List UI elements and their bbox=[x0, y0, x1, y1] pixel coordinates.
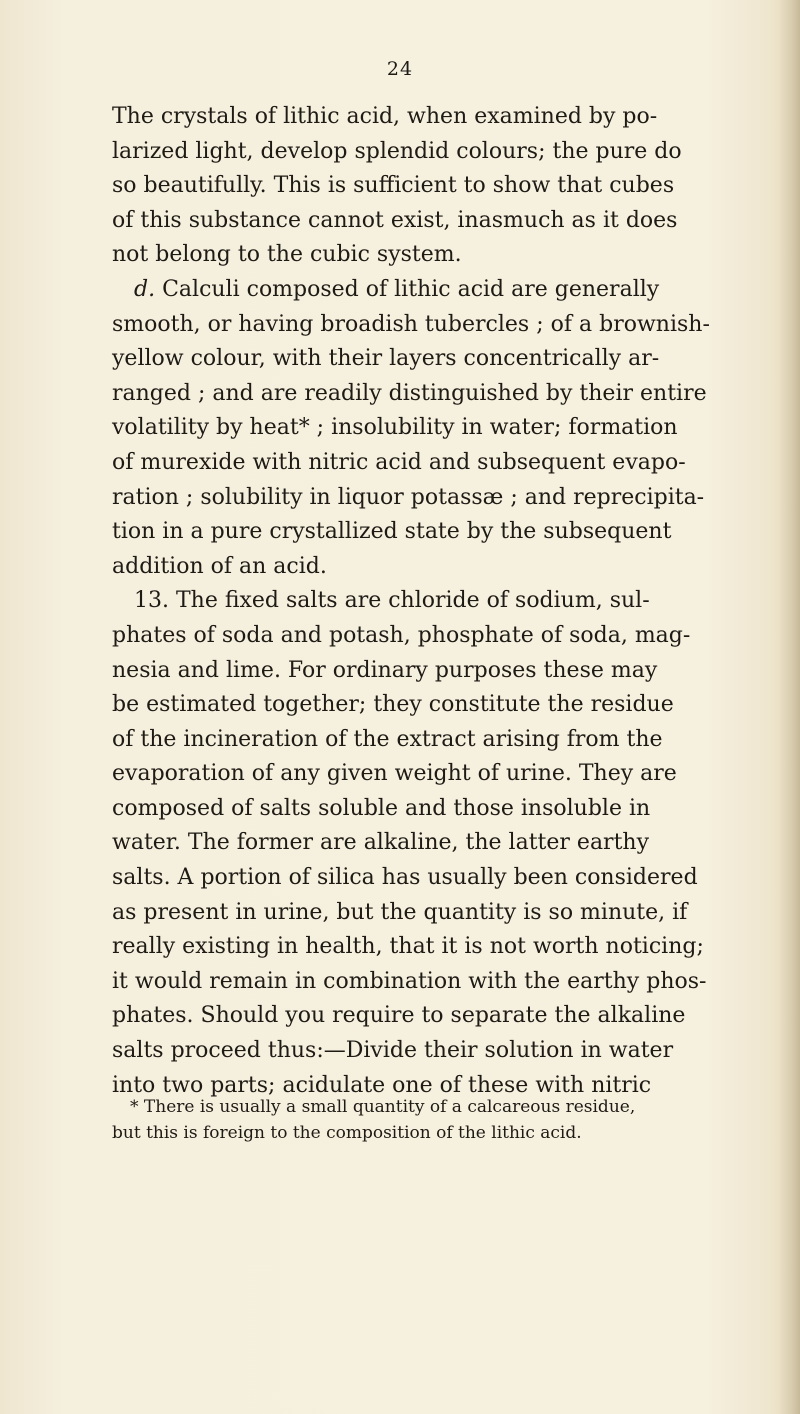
text-line: evaporation of any given weight of urine. They are bbox=[112, 761, 677, 787]
text-line: not belong to the cubic system. bbox=[112, 242, 462, 268]
text-line: ration ; solubility in liquor potassæ ; and reprecipita- bbox=[112, 484, 705, 510]
text-line: be estimated together; they constitute the residue bbox=[112, 692, 674, 718]
text-line: salts proceed thus:—Divide their solution in water bbox=[112, 1038, 674, 1064]
body-text bbox=[112, 100, 798, 1103]
text-line: really existing in health, that it is not worth noticing; bbox=[112, 934, 704, 960]
page-number: 24 bbox=[386, 58, 414, 80]
footnote bbox=[112, 1094, 798, 1146]
text-line: as present in urine, but the quantity is so minute, if bbox=[112, 899, 688, 925]
text-line: yellow colour, with their layers concentrically ar- bbox=[112, 346, 660, 372]
text-line: larized light, develop splendid colours; the pure do bbox=[112, 138, 682, 164]
text-line: it would remain in combination with the earthy phos- bbox=[112, 968, 707, 994]
text-line: composed of salts soluble and those insoluble in bbox=[112, 795, 651, 821]
text-line: so beautifully. This is sufficient to show that cubes bbox=[112, 173, 675, 199]
text-line: of murexide with nitric acid and subsequent evapo- bbox=[112, 449, 686, 475]
section-marker: d. bbox=[134, 276, 156, 302]
text-line: volatility by heat* ; insolubility in water; formation bbox=[112, 415, 678, 441]
footnote-line: but this is foreign to the composition of the lithic acid. bbox=[112, 1123, 582, 1143]
text-line: water. The former are alkaline, the latter earthy bbox=[112, 830, 650, 856]
text-line: The crystals of lithic acid, when examined by po- bbox=[112, 104, 658, 129]
footnote-line: * There is usually a small quantity of a calcareous residue, bbox=[130, 1097, 636, 1117]
text-line: ranged ; and are readily distinguished by their entire bbox=[112, 380, 707, 406]
text-line: phates. Should you require to separate the alkaline bbox=[112, 1003, 686, 1029]
text-line: phates of soda and potash, phosphate of soda, mag- bbox=[112, 622, 691, 648]
paragraph-d-first-line bbox=[112, 273, 798, 308]
text-line: 13. The fixed salts are chloride of sodium, sul- bbox=[134, 588, 650, 614]
text-line: addition of an acid. bbox=[112, 553, 327, 579]
text-line: Calculi composed of lithic acid are generally bbox=[162, 276, 660, 302]
text-line: tion in a pure crystallized state by the subsequent bbox=[112, 519, 672, 545]
text-line: into two parts; acidulate one of these with nitric bbox=[112, 1072, 652, 1098]
text-line: salts. A portion of silica has usually been considered bbox=[112, 865, 698, 891]
text-line: nesia and lime. For ordinary purposes these may bbox=[112, 657, 658, 683]
text-line: of this substance cannot exist, inasmuch as it does bbox=[112, 207, 678, 233]
text-line: smooth, or having broadish tubercles ; of a brownish- bbox=[112, 311, 710, 337]
text-line: of the incineration of the extract arising from the bbox=[112, 726, 663, 752]
